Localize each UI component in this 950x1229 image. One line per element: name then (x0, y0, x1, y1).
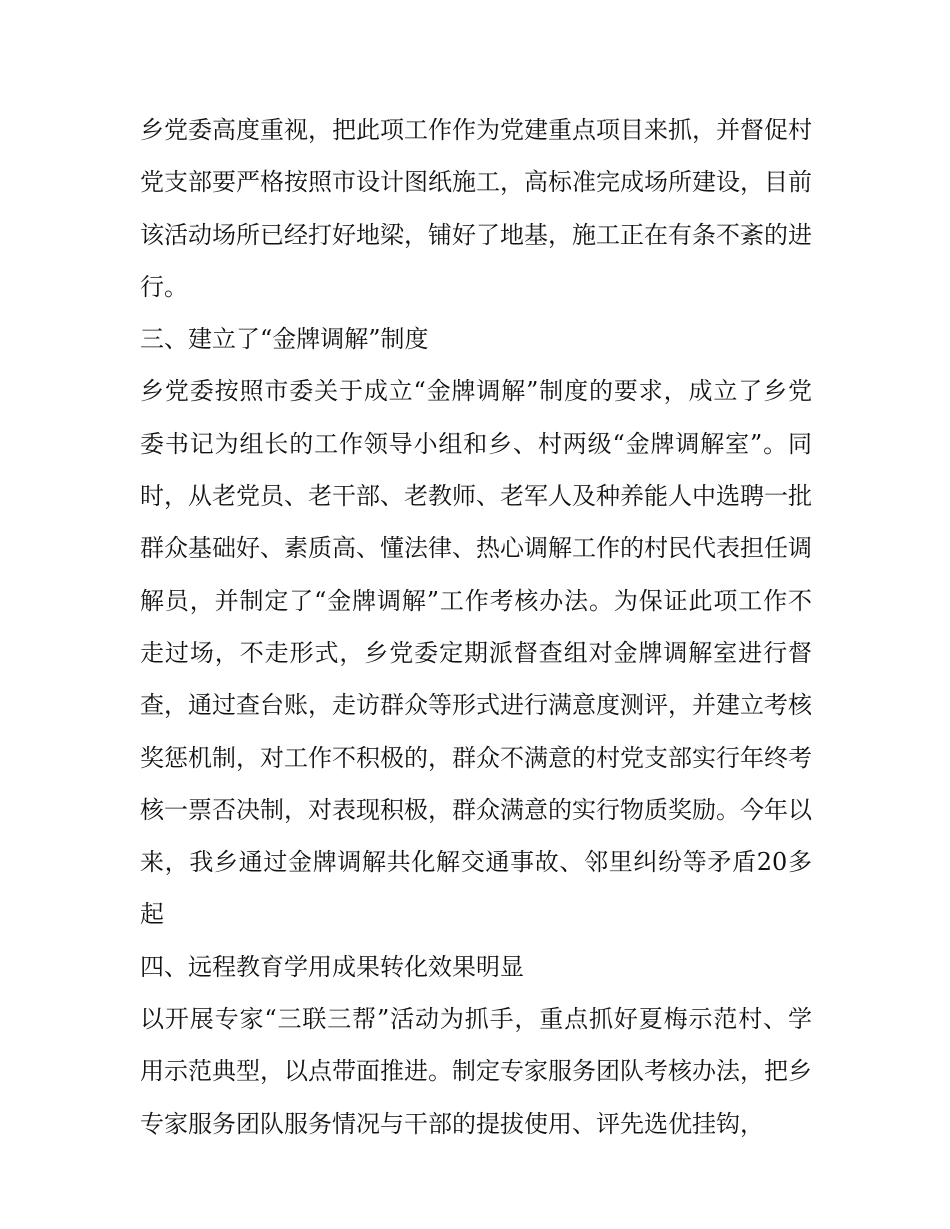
document-body (140, 104, 812, 1150)
section-heading-gold-mediation: 三、建立了“金牌调解”制度 (140, 325, 429, 354)
paragraph-site-construction: 乡党委高度重视，把此项工作作为党建重点项目来抓，并督促村党支部要严格按照市设计图纸施工，高标准完成场所建设，目前该活动场所已经打好地梁，铺好了地基，施工正在有条不紊的进行。 (140, 116, 812, 301)
paragraph-gold-mediation: 乡党委按照市委关于成立“金牌调解”制度的要求，成立了乡党委书记为组长的工作领导小组和乡、村两级“金牌调解室”。同时，从老党员、老干部、老教师、老军人及种养能人中选聘一批群众基础好、素质高、懂法律、热心调解工作的村民代表担任调解员，并制定了“金牌调解”工作考核办法。为保证此项工作不走过场，不走形式，乡党委定期派督查组对金牌调解室进行督查，通过查台账，走访群众等形式进行满意度测评，并建立考核奖惩机制，对工作不积极的，群众不满意的村党支部实行年终考核一票否决制，对表现积极，群众满意的实行物质奖励。今年以来，我乡通过金牌调解共化解交通事故、邻里纠纷等矛盾20多起 (140, 377, 812, 929)
section-heading-remote-education: 四、远程教育学用成果转化效果明显 (140, 952, 524, 981)
paragraph-remote-education: 以开展专家“三联三帮”活动为抓手，重点抓好夏梅示范村、学用示范典型，以点带面推进。制定专家服务团队考核办法，把乡专家服务团队服务情况与干部的提拔使用、评先选优挂钩， (140, 1005, 812, 1138)
